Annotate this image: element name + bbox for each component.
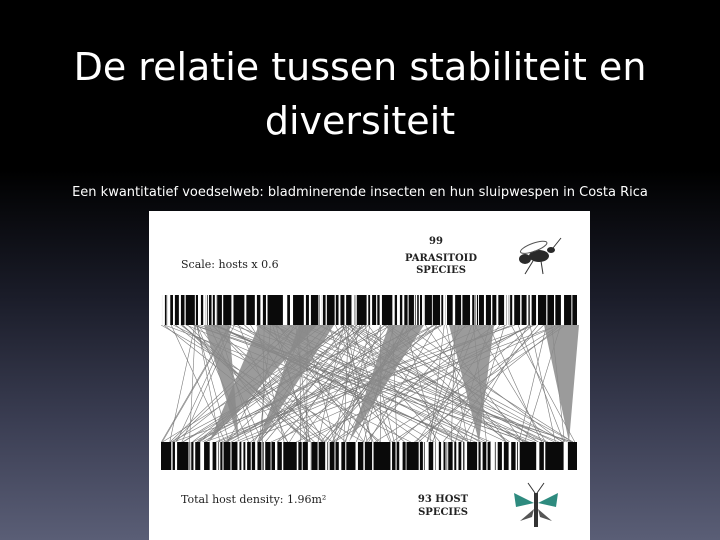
bar-gap [216,295,217,325]
bar-gap [416,295,417,325]
bar-gap [546,295,547,325]
bar-gap [275,442,277,470]
bar-gap [195,295,196,325]
bar-gap [205,295,207,325]
parasitoid-species-label: PARASITOID SPECIES [404,253,478,276]
bar-gap [438,442,439,470]
bar-gap [244,295,246,325]
bar-gap [283,295,285,325]
bar-gap [520,295,521,325]
bar-gap [173,295,175,325]
bar-gap [320,295,322,325]
bar-gap [481,442,483,470]
bar-gap [484,295,486,325]
bar-gap [447,442,448,470]
bar-gap [230,442,231,470]
bar-gap [345,442,346,470]
bar-gap [423,442,424,470]
bar-gap [376,295,377,325]
parasitoid-wedges [204,325,579,442]
food-web-figure [149,211,590,540]
bar-gap [204,295,206,325]
bar-gap [446,442,447,470]
bar-gap [167,295,168,325]
bar-gap [286,295,287,325]
bar-gap [322,295,323,325]
bar-gap [492,442,493,470]
bar-gap [215,295,216,325]
bar-gap [256,295,257,325]
bar-gap [453,295,455,325]
host-species-label: 93 HOST SPECIES [417,494,469,518]
bar-gap [208,295,209,325]
bar-gap [190,442,191,470]
bar-gap [328,442,330,470]
bar-gap [216,442,218,470]
bar-gap [527,295,529,325]
bar-gap [363,442,364,470]
bar-gap [504,295,506,325]
bar-gap [189,442,190,470]
bar-gap [380,295,382,325]
bar-gap [554,295,555,325]
bar-gap [219,442,220,470]
bar-gap [496,295,498,325]
bar-gap [427,442,429,470]
bar-gap [326,442,327,470]
bar-gap [199,295,201,325]
bar-gap [318,295,319,325]
bar-gap [486,442,487,470]
bar-gap [185,295,186,325]
trophic-link [189,325,195,442]
scale-label: Scale: hosts x 0.6 [181,258,279,271]
bar-gap [414,295,415,325]
bar-gap [465,442,467,470]
bar-gap [571,295,572,325]
bar-gap [443,295,445,325]
bar-gap [163,295,165,325]
bar-gap [461,442,463,470]
bar-gap [390,442,392,470]
bar-gap [440,295,441,325]
bar-gap [398,295,400,325]
bar-gap [419,442,420,470]
bar-gap [530,295,532,325]
parasitoid-wedge [544,325,579,442]
bar-gap [245,442,247,470]
bar-gap [507,295,509,325]
bar-gap [266,295,268,325]
bar-gap [470,295,472,325]
bar-gap [335,442,336,470]
bar-gap [566,442,568,470]
bar-gap [260,295,262,325]
bar-gap [271,442,272,470]
bar-gap [536,442,538,470]
bar-gap [453,442,455,470]
bar-gap [512,295,514,325]
bar-gap [441,442,443,470]
bar-gap [210,442,211,470]
bar-gap [161,295,163,325]
bar-gap [282,442,283,470]
bar-gap [372,442,373,470]
bar-gap [423,295,424,325]
bar-gap [509,295,510,325]
bar-gap [326,295,327,325]
bar-gap [179,295,181,325]
host-density-label: Total host density: 1.96m² [181,493,327,506]
bar-gap [419,295,420,325]
bar-gap [456,442,458,470]
bar-gap [436,442,438,470]
bar-gap [212,295,213,325]
bar-gap [231,295,233,325]
host-moth-icon [514,483,558,527]
bar-gap [476,295,477,325]
bar-gap [433,442,435,470]
bar-gap [175,442,177,470]
bar-gap [339,442,341,470]
bar-gap [335,295,336,325]
bar-gap [402,295,404,325]
bar-gap [302,442,303,470]
parasitoid-wasp-icon [519,238,561,274]
bar-gap [478,295,479,325]
bar-gap [461,295,462,325]
bar-gap [309,442,310,470]
bar-gap [453,295,454,325]
slide-title: De relatie tussen stabiliteit en diversiteit [73,45,647,143]
bar-gap [477,442,478,470]
parasitoid-count: 99 [429,236,443,247]
bar-gap [564,442,565,470]
bar-gap [352,295,354,325]
bar-gap [171,442,172,470]
bar-gap [292,295,293,325]
bar-gap [222,295,223,325]
bar-gap [432,295,433,325]
bar-gap [297,442,299,470]
bar-gap [211,442,212,470]
bar-gap [355,295,357,325]
bar-gap [339,295,341,325]
bar-gap [502,442,503,470]
bar-gap [169,295,170,325]
bar-gap [516,442,518,470]
bar-gap [264,442,266,470]
bar-gap [518,442,520,470]
bar-gap [544,442,545,470]
bar-gap [491,295,492,325]
bar-gap [496,442,498,470]
bar-gap [261,442,262,470]
bar-gap [564,442,565,470]
bar-gap [408,295,409,325]
bar-gap [401,442,402,470]
bar-gap [309,295,311,325]
bar-gap [493,442,495,470]
slide-subtitle: Een kwantitatief voedselweb: bladminerende insecten en hun sluipwespen in Costa Rica [72,185,648,200]
bar-gap [241,442,243,470]
bar-gap [310,442,311,470]
bar-gap [393,295,394,325]
bar-gap [356,442,358,470]
bar-gap [237,442,239,470]
bar-gap [251,442,252,470]
bar-gap [562,295,564,325]
bar-gap [318,442,319,470]
bar-gap [396,442,397,470]
bar-gap [509,442,510,470]
bar-gap [304,295,306,325]
bar-gap [344,295,346,325]
bar-gap [193,442,195,470]
parasitoid-bar [161,295,577,325]
bar-gap [367,295,369,325]
bar-gap [406,442,407,470]
bar-gap [422,295,423,325]
bar-gap [536,295,538,325]
bar-gap [445,295,447,325]
bar-gap [222,442,223,470]
bar-gap [474,295,475,325]
bar-gap [255,442,257,470]
bar-gap [202,442,204,470]
bar-gap [370,295,372,325]
